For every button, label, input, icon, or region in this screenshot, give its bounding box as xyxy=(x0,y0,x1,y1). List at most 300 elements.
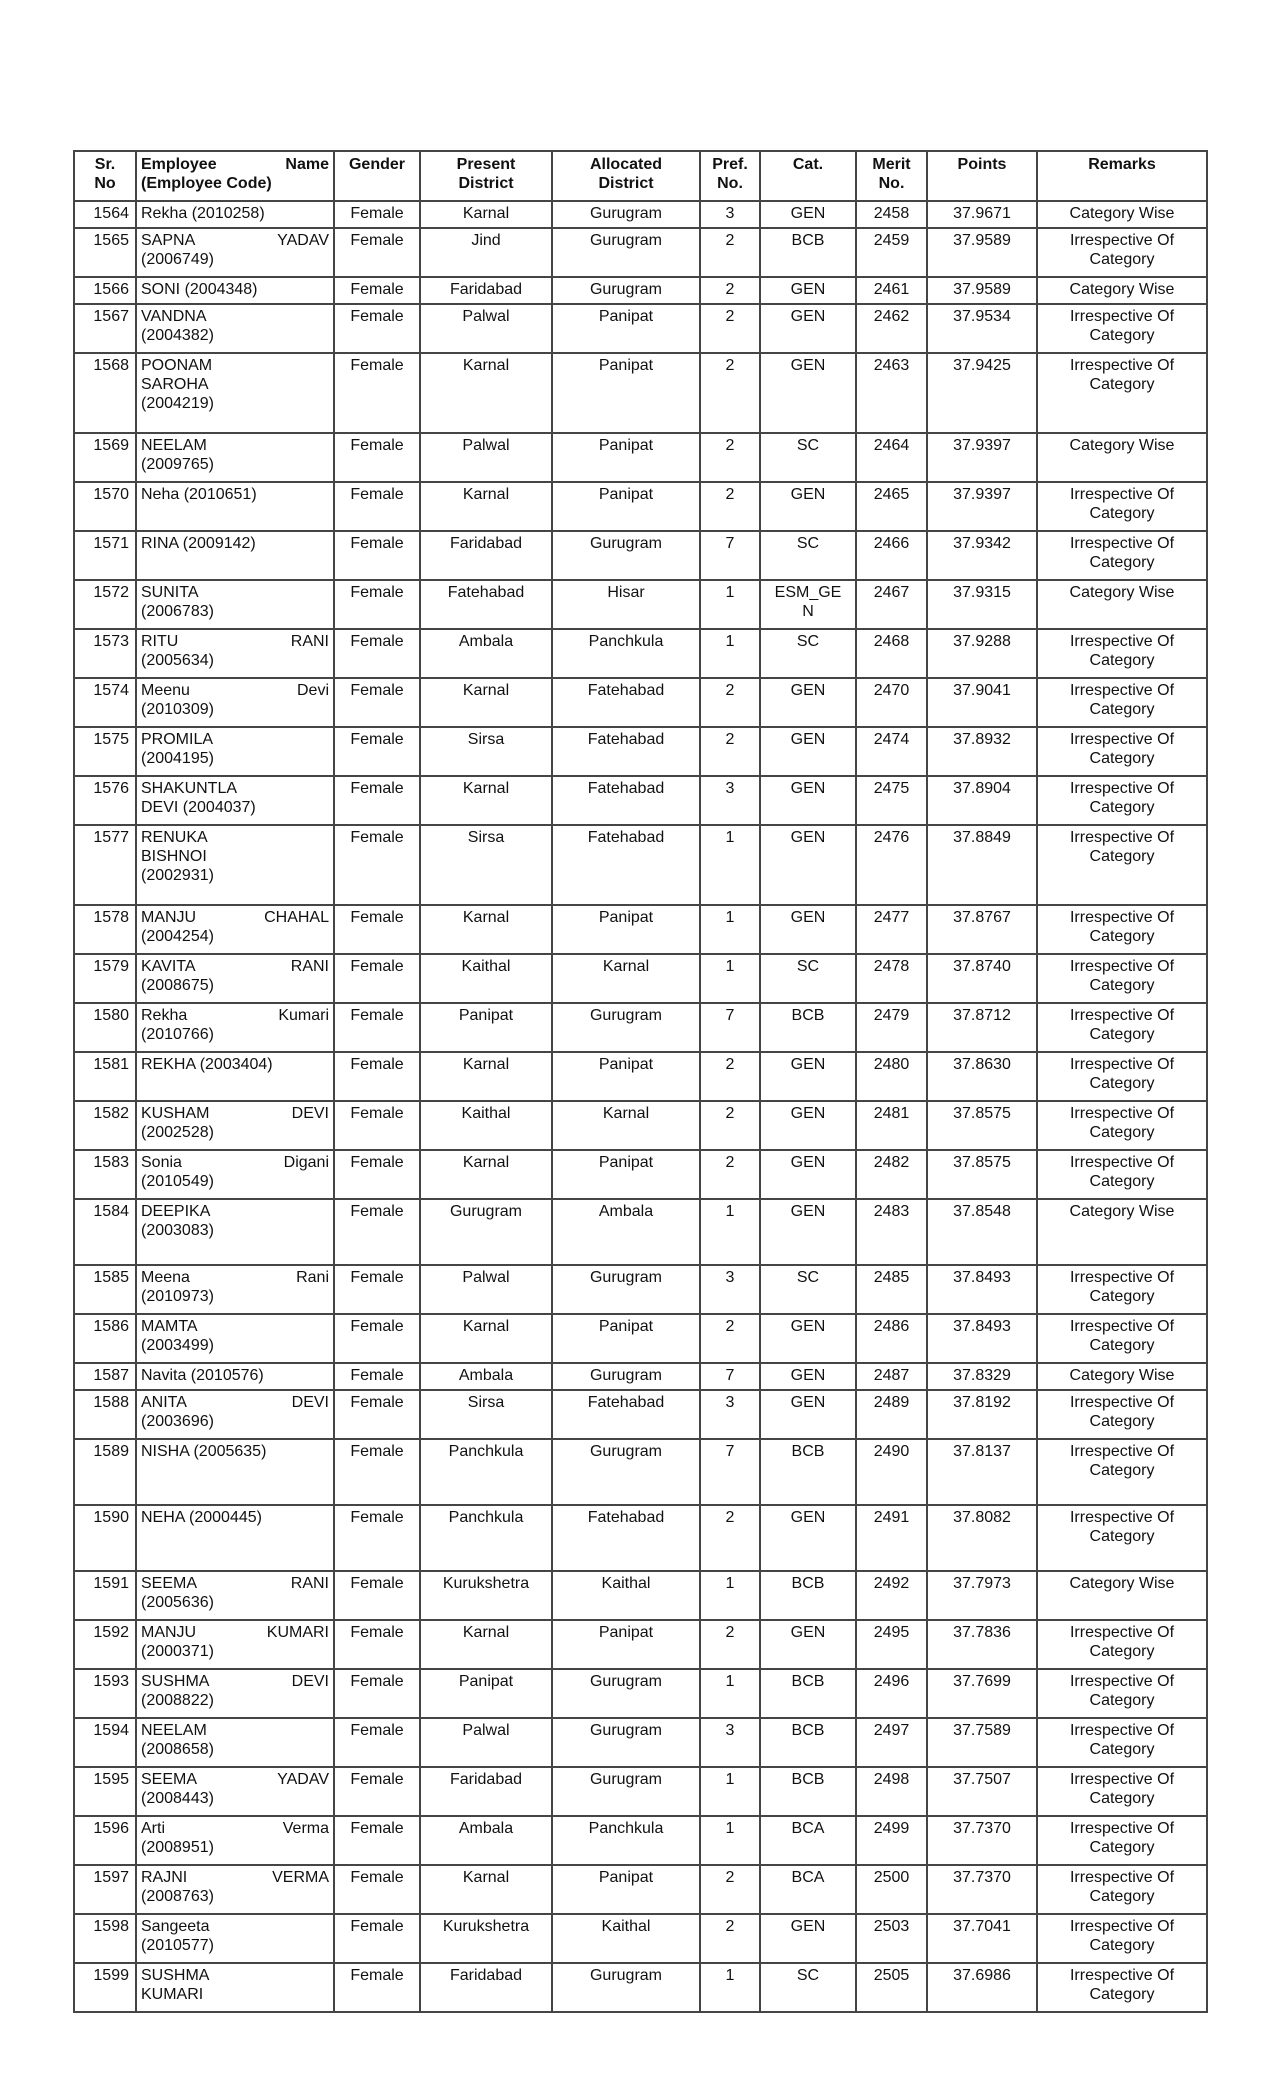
cell-pref: 1 xyxy=(700,1571,760,1620)
cell-pref: 1 xyxy=(700,1767,760,1816)
cell-remarks: Irrespective Of Category xyxy=(1037,1439,1207,1505)
cell-present: Karnal xyxy=(420,1620,552,1669)
cell-merit: 2485 xyxy=(856,1265,927,1314)
cell-points: 37.7589 xyxy=(927,1718,1037,1767)
cell-gender: Female xyxy=(334,1767,420,1816)
cell-allocated: Panipat xyxy=(552,353,700,433)
cell-merit: 2465 xyxy=(856,482,927,531)
cell-remarks: Irrespective Of Category xyxy=(1037,1620,1207,1669)
cell-merit: 2496 xyxy=(856,1669,927,1718)
cell-present: Karnal xyxy=(420,482,552,531)
cell-gender: Female xyxy=(334,727,420,776)
cell-cat: GEN xyxy=(760,1150,856,1199)
cell-present: Palwal xyxy=(420,433,552,482)
cell-allocated: Panipat xyxy=(552,1052,700,1101)
cell-remarks: Irrespective Of Category xyxy=(1037,629,1207,678)
cell-gender: Female xyxy=(334,1963,420,2012)
cell-present: Fatehabad xyxy=(420,580,552,629)
table-row xyxy=(74,531,1207,580)
cell-name: SUNITA (2006783) xyxy=(136,580,334,629)
cell-cat: SC xyxy=(760,433,856,482)
cell-remarks: Irrespective Of Category xyxy=(1037,1052,1207,1101)
cell-cat: GEN xyxy=(760,1052,856,1101)
cell-gender: Female xyxy=(334,1101,420,1150)
table-row xyxy=(74,954,1207,1003)
cell-remarks: Category Wise xyxy=(1037,277,1207,304)
cell-sr: 1597 xyxy=(74,1865,136,1914)
cell-present: Faridabad xyxy=(420,1963,552,2012)
cell-allocated: Panipat xyxy=(552,1314,700,1363)
table-row xyxy=(74,1767,1207,1816)
cell-remarks: Irrespective Of Category xyxy=(1037,1914,1207,1963)
cell-cat: GEN xyxy=(760,1620,856,1669)
cell-remarks: Irrespective Of Category xyxy=(1037,1505,1207,1571)
cell-gender: Female xyxy=(334,201,420,228)
cell-sr: 1575 xyxy=(74,727,136,776)
cell-allocated: Gurugram xyxy=(552,1963,700,2012)
cell-pref: 1 xyxy=(700,1199,760,1265)
cell-pref: 3 xyxy=(700,1718,760,1767)
cell-name: NEELAM (2009765) xyxy=(136,433,334,482)
cell-points: 37.8493 xyxy=(927,1265,1037,1314)
cell-pref: 2 xyxy=(700,1620,760,1669)
cell-merit: 2480 xyxy=(856,1052,927,1101)
cell-gender: Female xyxy=(334,629,420,678)
cell-allocated: Panipat xyxy=(552,905,700,954)
cell-present: Palwal xyxy=(420,304,552,353)
cell-pref: 1 xyxy=(700,825,760,905)
cell-name: POONAM SAROHA (2004219) xyxy=(136,353,334,433)
cell-merit: 2487 xyxy=(856,1363,927,1390)
cell-gender: Female xyxy=(334,905,420,954)
cell-merit: 2500 xyxy=(856,1865,927,1914)
cell-gender: Female xyxy=(334,954,420,1003)
table-row xyxy=(74,277,1207,304)
cell-cat: BCB xyxy=(760,1669,856,1718)
cell-sr: 1585 xyxy=(74,1265,136,1314)
cell-points: 37.8630 xyxy=(927,1052,1037,1101)
cell-cat: SC xyxy=(760,954,856,1003)
cell-remarks: Irrespective Of Category xyxy=(1037,1390,1207,1439)
cell-remarks: Irrespective Of Category xyxy=(1037,1718,1207,1767)
cell-sr: 1565 xyxy=(74,228,136,277)
cell-merit: 2462 xyxy=(856,304,927,353)
cell-merit: 2483 xyxy=(856,1199,927,1265)
cell-gender: Female xyxy=(334,1150,420,1199)
header-row xyxy=(74,151,1207,201)
cell-gender: Female xyxy=(334,1816,420,1865)
cell-allocated: Gurugram xyxy=(552,1767,700,1816)
cell-cat: ESM_GEN xyxy=(760,580,856,629)
cell-present: Panchkula xyxy=(420,1505,552,1571)
table-row xyxy=(74,228,1207,277)
cell-remarks: Irrespective Of Category xyxy=(1037,304,1207,353)
cell-present: Panipat xyxy=(420,1003,552,1052)
cell-gender: Female xyxy=(334,580,420,629)
cell-pref: 2 xyxy=(700,433,760,482)
cell-present: Kaithal xyxy=(420,1101,552,1150)
cell-present: Karnal xyxy=(420,1865,552,1914)
cell-present: Palwal xyxy=(420,1265,552,1314)
cell-allocated: Fatehabad xyxy=(552,1390,700,1439)
cell-allocated: Hisar xyxy=(552,580,700,629)
cell-gender: Female xyxy=(334,776,420,825)
cell-pref: 1 xyxy=(700,1816,760,1865)
cell-points: 37.8137 xyxy=(927,1439,1037,1505)
cell-allocated: Panipat xyxy=(552,1620,700,1669)
cell-name: REKHA (2003404) xyxy=(136,1052,334,1101)
cell-cat: BCA xyxy=(760,1816,856,1865)
cell-points: 37.8712 xyxy=(927,1003,1037,1052)
cell-gender: Female xyxy=(334,1669,420,1718)
cell-cat: GEN xyxy=(760,1314,856,1363)
cell-points: 37.8192 xyxy=(927,1390,1037,1439)
cell-present: Ambala xyxy=(420,629,552,678)
cell-remarks: Irrespective Of Category xyxy=(1037,1265,1207,1314)
cell-merit: 2490 xyxy=(856,1439,927,1505)
cell-gender: Female xyxy=(334,482,420,531)
cell-sr: 1574 xyxy=(74,678,136,727)
cell-points: 37.7507 xyxy=(927,1767,1037,1816)
cell-name: SAPNA YADAV (2006749) xyxy=(136,228,334,277)
cell-present: Jind xyxy=(420,228,552,277)
cell-remarks: Category Wise xyxy=(1037,201,1207,228)
cell-merit: 2491 xyxy=(856,1505,927,1571)
table-row xyxy=(74,1865,1207,1914)
cell-merit: 2468 xyxy=(856,629,927,678)
cell-cat: BCA xyxy=(760,1865,856,1914)
cell-present: Ambala xyxy=(420,1816,552,1865)
cell-present: Faridabad xyxy=(420,531,552,580)
cell-gender: Female xyxy=(334,1505,420,1571)
cell-points: 37.8932 xyxy=(927,727,1037,776)
cell-name: RINA (2009142) xyxy=(136,531,334,580)
cell-merit: 2498 xyxy=(856,1767,927,1816)
cell-allocated: Panipat xyxy=(552,433,700,482)
cell-present: Panchkula xyxy=(420,1439,552,1505)
table-row xyxy=(74,1314,1207,1363)
table-row xyxy=(74,482,1207,531)
cell-sr: 1576 xyxy=(74,776,136,825)
cell-merit: 2476 xyxy=(856,825,927,905)
cell-pref: 1 xyxy=(700,629,760,678)
cell-pref: 3 xyxy=(700,1390,760,1439)
cell-present: Panipat xyxy=(420,1669,552,1718)
cell-name: Sangeeta (2010577) xyxy=(136,1914,334,1963)
table-row xyxy=(74,1199,1207,1265)
cell-allocated: Fatehabad xyxy=(552,1505,700,1571)
cell-pref: 1 xyxy=(700,905,760,954)
cell-gender: Female xyxy=(334,1571,420,1620)
cell-cat: BCB xyxy=(760,1571,856,1620)
cell-sr: 1573 xyxy=(74,629,136,678)
cell-cat: GEN xyxy=(760,1101,856,1150)
cell-allocated: Kaithal xyxy=(552,1914,700,1963)
cell-gender: Female xyxy=(334,277,420,304)
col-header-pref-no: Pref. No. xyxy=(700,151,760,201)
table-row xyxy=(74,776,1207,825)
cell-pref: 2 xyxy=(700,1101,760,1150)
cell-pref: 2 xyxy=(700,1505,760,1571)
cell-pref: 7 xyxy=(700,1003,760,1052)
table-row xyxy=(74,727,1207,776)
cell-present: Palwal xyxy=(420,1718,552,1767)
cell-gender: Female xyxy=(334,1199,420,1265)
cell-cat: GEN xyxy=(760,678,856,727)
table-row xyxy=(74,1669,1207,1718)
cell-allocated: Gurugram xyxy=(552,1718,700,1767)
cell-points: 37.9315 xyxy=(927,580,1037,629)
table-body xyxy=(74,201,1207,2012)
cell-pref: 2 xyxy=(700,277,760,304)
cell-pref: 2 xyxy=(700,1865,760,1914)
cell-sr: 1580 xyxy=(74,1003,136,1052)
cell-sr: 1581 xyxy=(74,1052,136,1101)
cell-name: SUSHMA DEVI (2008822) xyxy=(136,1669,334,1718)
cell-present: Sirsa xyxy=(420,825,552,905)
cell-points: 37.9534 xyxy=(927,304,1037,353)
cell-sr: 1564 xyxy=(74,201,136,228)
cell-cat: BCB xyxy=(760,228,856,277)
cell-allocated: Panchkula xyxy=(552,629,700,678)
cell-name: Sonia Digani (2010549) xyxy=(136,1150,334,1199)
cell-name: KUSHAM DEVI (2002528) xyxy=(136,1101,334,1150)
cell-sr: 1594 xyxy=(74,1718,136,1767)
cell-cat: GEN xyxy=(760,825,856,905)
cell-merit: 2499 xyxy=(856,1816,927,1865)
cell-allocated: Fatehabad xyxy=(552,678,700,727)
cell-points: 37.9342 xyxy=(927,531,1037,580)
cell-pref: 3 xyxy=(700,1265,760,1314)
cell-remarks: Irrespective Of Category xyxy=(1037,776,1207,825)
cell-remarks: Category Wise xyxy=(1037,580,1207,629)
cell-remarks: Irrespective Of Category xyxy=(1037,678,1207,727)
cell-cat: GEN xyxy=(760,277,856,304)
cell-remarks: Category Wise xyxy=(1037,1571,1207,1620)
table-row xyxy=(74,1718,1207,1767)
cell-name: DEEPIKA (2003083) xyxy=(136,1199,334,1265)
table-row xyxy=(74,1101,1207,1150)
cell-points: 37.8767 xyxy=(927,905,1037,954)
cell-cat: GEN xyxy=(760,1363,856,1390)
cell-pref: 3 xyxy=(700,776,760,825)
cell-name: RAJNI VERMA (2008763) xyxy=(136,1865,334,1914)
cell-allocated: Panipat xyxy=(552,1150,700,1199)
cell-sr: 1593 xyxy=(74,1669,136,1718)
cell-present: Faridabad xyxy=(420,1767,552,1816)
cell-pref: 1 xyxy=(700,580,760,629)
cell-remarks: Irrespective Of Category xyxy=(1037,228,1207,277)
cell-sr: 1582 xyxy=(74,1101,136,1150)
table-row xyxy=(74,1505,1207,1571)
cell-points: 37.7370 xyxy=(927,1816,1037,1865)
cell-cat: BCB xyxy=(760,1439,856,1505)
cell-points: 37.8849 xyxy=(927,825,1037,905)
cell-points: 37.8575 xyxy=(927,1150,1037,1199)
cell-pref: 2 xyxy=(700,1914,760,1963)
col-header-allocated-district: Allocated District xyxy=(552,151,700,201)
cell-sr: 1567 xyxy=(74,304,136,353)
cell-points: 37.8329 xyxy=(927,1363,1037,1390)
cell-merit: 2489 xyxy=(856,1390,927,1439)
cell-gender: Female xyxy=(334,1390,420,1439)
cell-points: 37.9589 xyxy=(927,228,1037,277)
table-row xyxy=(74,1363,1207,1390)
table-row xyxy=(74,1816,1207,1865)
cell-name: RITU RANI (2005634) xyxy=(136,629,334,678)
cell-points: 37.7699 xyxy=(927,1669,1037,1718)
table-row xyxy=(74,353,1207,433)
table-row xyxy=(74,433,1207,482)
cell-remarks: Irrespective Of Category xyxy=(1037,727,1207,776)
cell-sr: 1569 xyxy=(74,433,136,482)
cell-allocated: Panipat xyxy=(552,304,700,353)
cell-name: SEEMA YADAV (2008443) xyxy=(136,1767,334,1816)
cell-allocated: Kaithal xyxy=(552,1571,700,1620)
cell-cat: SC xyxy=(760,531,856,580)
cell-name: Neha (2010651) xyxy=(136,482,334,531)
table-row xyxy=(74,1963,1207,2012)
cell-allocated: Gurugram xyxy=(552,1003,700,1052)
cell-name: SEEMA RANI (2005636) xyxy=(136,1571,334,1620)
cell-allocated: Panchkula xyxy=(552,1816,700,1865)
table-row xyxy=(74,1914,1207,1963)
cell-sr: 1571 xyxy=(74,531,136,580)
col-header-points: Points xyxy=(927,151,1037,201)
cell-merit: 2475 xyxy=(856,776,927,825)
cell-pref: 2 xyxy=(700,1052,760,1101)
table-row xyxy=(74,1620,1207,1669)
cell-sr: 1596 xyxy=(74,1816,136,1865)
cell-cat: BCB xyxy=(760,1718,856,1767)
cell-points: 37.7836 xyxy=(927,1620,1037,1669)
cell-sr: 1578 xyxy=(74,905,136,954)
cell-merit: 2479 xyxy=(856,1003,927,1052)
cell-cat: GEN xyxy=(760,1505,856,1571)
cell-merit: 2495 xyxy=(856,1620,927,1669)
cell-name: ANITA DEVI (2003696) xyxy=(136,1390,334,1439)
cell-merit: 2497 xyxy=(856,1718,927,1767)
cell-present: Karnal xyxy=(420,1314,552,1363)
cell-merit: 2482 xyxy=(856,1150,927,1199)
cell-sr: 1577 xyxy=(74,825,136,905)
cell-cat: GEN xyxy=(760,1390,856,1439)
cell-pref: 1 xyxy=(700,1669,760,1718)
cell-cat: GEN xyxy=(760,905,856,954)
cell-cat: GEN xyxy=(760,482,856,531)
cell-cat: BCB xyxy=(760,1767,856,1816)
cell-sr: 1592 xyxy=(74,1620,136,1669)
cell-merit: 2486 xyxy=(856,1314,927,1363)
cell-present: Karnal xyxy=(420,201,552,228)
cell-present: Ambala xyxy=(420,1363,552,1390)
cell-pref: 1 xyxy=(700,1963,760,2012)
cell-points: 37.8740 xyxy=(927,954,1037,1003)
cell-gender: Female xyxy=(334,1003,420,1052)
cell-allocated: Karnal xyxy=(552,954,700,1003)
cell-name: Rekha Kumari (2010766) xyxy=(136,1003,334,1052)
table-row xyxy=(74,1390,1207,1439)
cell-gender: Female xyxy=(334,353,420,433)
cell-remarks: Irrespective Of Category xyxy=(1037,1003,1207,1052)
cell-remarks: Irrespective Of Category xyxy=(1037,1963,1207,2012)
cell-name: NEHA (2000445) xyxy=(136,1505,334,1571)
cell-present: Kaithal xyxy=(420,954,552,1003)
cell-merit: 2461 xyxy=(856,277,927,304)
table-row xyxy=(74,304,1207,353)
cell-present: Sirsa xyxy=(420,727,552,776)
cell-name: Rekha (2010258) xyxy=(136,201,334,228)
cell-merit: 2503 xyxy=(856,1914,927,1963)
cell-gender: Female xyxy=(334,1439,420,1505)
cell-sr: 1589 xyxy=(74,1439,136,1505)
cell-gender: Female xyxy=(334,678,420,727)
table-row xyxy=(74,1150,1207,1199)
cell-cat: GEN xyxy=(760,201,856,228)
cell-gender: Female xyxy=(334,531,420,580)
cell-points: 37.8548 xyxy=(927,1199,1037,1265)
cell-cat: GEN xyxy=(760,1914,856,1963)
cell-sr: 1590 xyxy=(74,1505,136,1571)
cell-cat: SC xyxy=(760,1963,856,2012)
table-row xyxy=(74,905,1207,954)
table-row xyxy=(74,1052,1207,1101)
cell-points: 37.8904 xyxy=(927,776,1037,825)
table-header xyxy=(74,151,1207,201)
cell-cat: GEN xyxy=(760,304,856,353)
cell-merit: 2470 xyxy=(856,678,927,727)
cell-remarks: Irrespective Of Category xyxy=(1037,954,1207,1003)
cell-name: SUSHMA KUMARI xyxy=(136,1963,334,2012)
cell-present: Kurukshetra xyxy=(420,1914,552,1963)
cell-pref: 2 xyxy=(700,228,760,277)
cell-merit: 2474 xyxy=(856,727,927,776)
cell-remarks: Irrespective Of Category xyxy=(1037,1669,1207,1718)
cell-allocated: Gurugram xyxy=(552,1363,700,1390)
cell-allocated: Gurugram xyxy=(552,1439,700,1505)
cell-allocated: Gurugram xyxy=(552,228,700,277)
cell-gender: Female xyxy=(334,825,420,905)
cell-name: MANJU KUMARI (2000371) xyxy=(136,1620,334,1669)
cell-merit: 2458 xyxy=(856,201,927,228)
cell-points: 37.8082 xyxy=(927,1505,1037,1571)
cell-present: Sirsa xyxy=(420,1390,552,1439)
cell-allocated: Fatehabad xyxy=(552,727,700,776)
table-row xyxy=(74,1571,1207,1620)
cell-gender: Female xyxy=(334,1052,420,1101)
cell-allocated: Karnal xyxy=(552,1101,700,1150)
cell-pref: 2 xyxy=(700,727,760,776)
cell-points: 37.7370 xyxy=(927,1865,1037,1914)
cell-present: Karnal xyxy=(420,776,552,825)
cell-name: Meena Rani (2010973) xyxy=(136,1265,334,1314)
cell-remarks: Irrespective Of Category xyxy=(1037,905,1207,954)
cell-allocated: Panipat xyxy=(552,482,700,531)
cell-pref: 2 xyxy=(700,1314,760,1363)
cell-sr: 1586 xyxy=(74,1314,136,1363)
cell-points: 37.9589 xyxy=(927,277,1037,304)
cell-allocated: Fatehabad xyxy=(552,825,700,905)
cell-pref: 2 xyxy=(700,678,760,727)
cell-pref: 2 xyxy=(700,1150,760,1199)
cell-name: MANJU CHAHAL (2004254) xyxy=(136,905,334,954)
cell-present: Karnal xyxy=(420,1150,552,1199)
cell-points: 37.9671 xyxy=(927,201,1037,228)
cell-gender: Female xyxy=(334,228,420,277)
cell-cat: GEN xyxy=(760,727,856,776)
cell-present: Faridabad xyxy=(420,277,552,304)
cell-gender: Female xyxy=(334,433,420,482)
